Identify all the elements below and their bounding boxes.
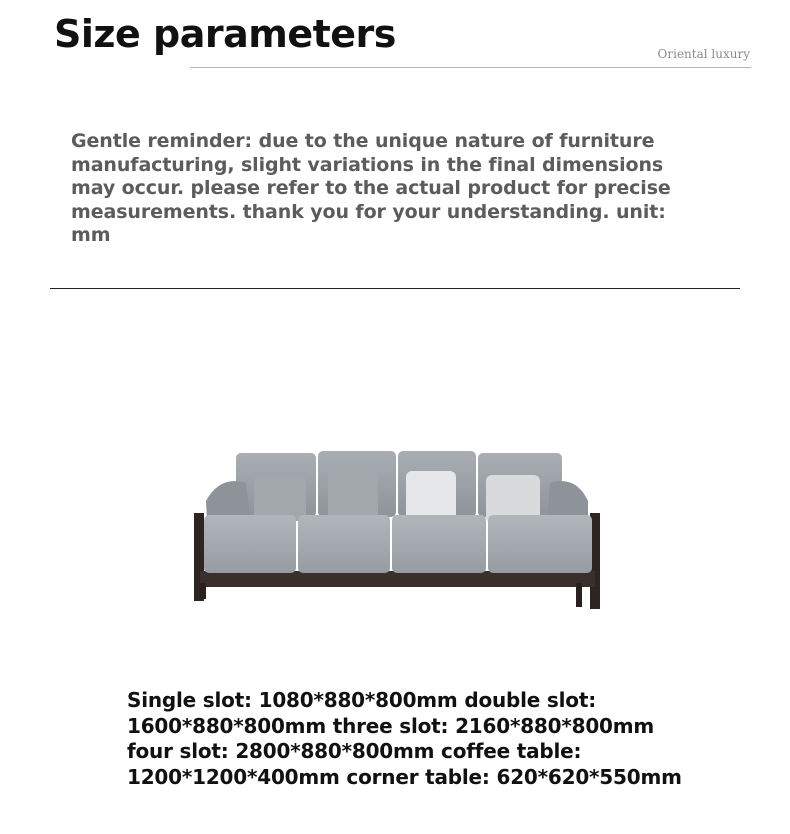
sofa-frame-left-leg xyxy=(200,583,206,599)
seat-cushion-4 xyxy=(488,515,592,573)
page-title: Size parameters xyxy=(54,12,396,56)
throw-pillow-1 xyxy=(254,475,306,521)
throw-pillow-2 xyxy=(328,471,378,519)
sofa-frame-right-leg xyxy=(576,583,582,607)
section-divider xyxy=(50,288,740,289)
seat-cushion-2 xyxy=(298,515,390,573)
brand-tagline: Oriental luxury xyxy=(657,47,750,61)
header-divider xyxy=(190,67,751,68)
dimension-notice: Gentle reminder: due to the unique nature of furniture manufacturing, slight variations in the final dimensions may occur. please refer to the actual product for precise measurements. thank you for your understanding. unit: mm xyxy=(71,130,671,246)
sofa-icon xyxy=(190,445,610,615)
throw-pillow-3 xyxy=(406,471,456,521)
seat-cushion-1 xyxy=(204,515,296,573)
size-specifications: Single slot: 1080*880*800mm double slot: 1600*880*800mm three slot: 2160*880*800mm four slot: 2800*880*800mm coffee table: 1200*1200*400mm corner table: 620*620*550mm xyxy=(127,688,682,789)
seat-cushion-3 xyxy=(392,515,486,573)
sofa-frame-base xyxy=(200,571,595,587)
